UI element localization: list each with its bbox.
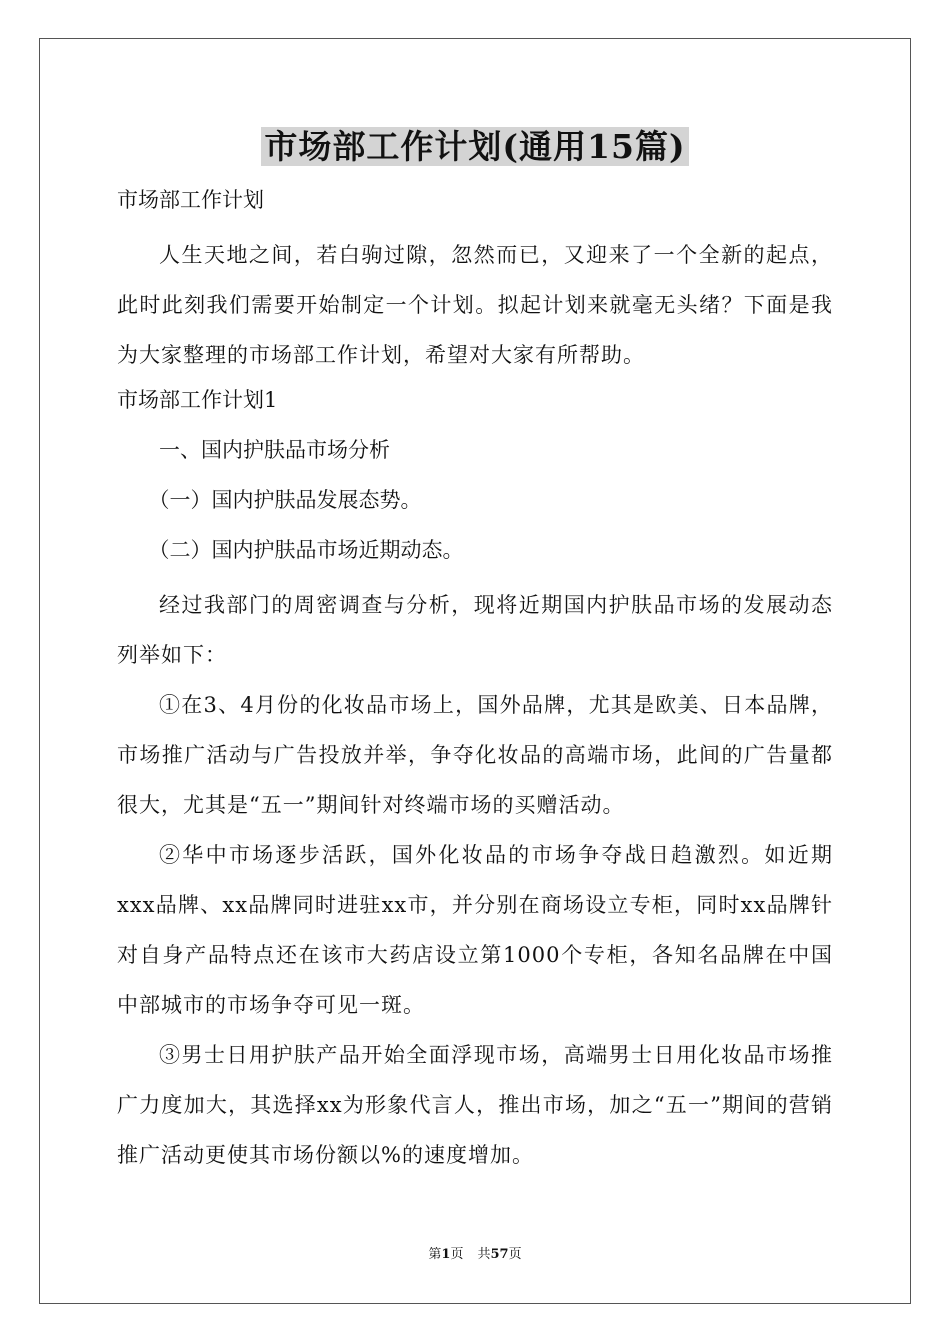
body-paragraph: 经过我部门的周密调查与分析，现将近期国内护肤品市场的发展动态列举如下： (117, 593, 833, 667)
list-item: （一）国内护肤品发展态势。 (148, 488, 422, 512)
page-number-current: 1 (441, 1247, 451, 1262)
document-title-text: 市场部工作计划(通用15篇) (261, 127, 688, 166)
body-paragraph: ①在3、4月份的化妆品市场上，国外品牌，尤其是欧美、日本品牌，市场推广活动与广告投放并举，争夺化妆品的高端市场，此间的广告量都很大，尤其是“五一”期间针对终端市场的买赠活动。 (117, 693, 833, 817)
document-body (117, 180, 833, 1180)
document-title (0, 126, 950, 168)
page-footer (0, 1246, 950, 1264)
section-heading-plan-1: 市场部工作计划1 (117, 388, 278, 412)
body-paragraph: ③男士日用护肤产品开始全面浮现市场，高端男士日用化妆品市场推广力度加大，其选择xx为形象代言人，推出市场，加之“五一”期间的营销推广活动更使其市场份额以%的速度增加。 (117, 1043, 833, 1167)
page-number-suffix: 页 (450, 1247, 464, 1262)
page-total-prefix: 共 (477, 1247, 491, 1262)
intro-paragraph: 人生天地之间，若白驹过隙，忽然而已，又迎来了一个全新的起点，此时此刻我们需要开始制定一个计划。拟起计划来就毫无头绪？下面是我为大家整理的市场部工作计划，希望对大家有所帮助。 (117, 243, 833, 367)
page-total-suffix: 页 (508, 1247, 522, 1262)
subsection-heading: 一、国内护肤品市场分析 (159, 438, 390, 462)
list-item: （二）国内护肤品市场近期动态。 (148, 538, 464, 562)
page-number-prefix: 第 (428, 1247, 442, 1262)
body-paragraph: ②华中市场逐步活跃，国外化妆品的市场争夺战日趋激烈。如近期xxx品牌、xx品牌同时进驻xx市，并分别在商场设立专柜，同时xx品牌针对自身产品特点还在该市大药店设立第1000个专柜，各知名品牌在中国中部城市的市场争夺可见一斑。 (117, 843, 833, 1017)
page-total: 57 (490, 1247, 509, 1262)
section-heading: 市场部工作计划 (117, 188, 264, 212)
